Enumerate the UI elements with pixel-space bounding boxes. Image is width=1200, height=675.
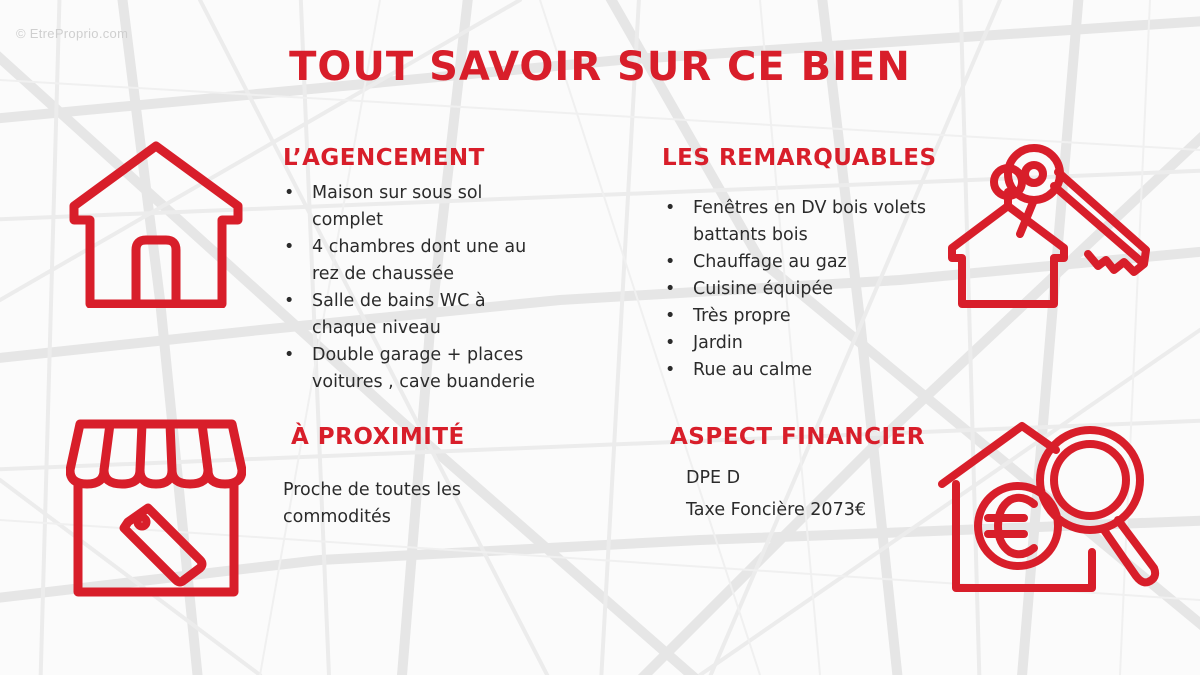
list-item: • Double garage + places voitures , cave buanderie — [282, 342, 552, 396]
house-keys-icon — [948, 142, 1154, 308]
list-item: • Jardin — [663, 330, 933, 357]
agencement-list — [282, 180, 552, 396]
house-euro-magnifier-icon — [938, 418, 1164, 598]
financier-heading: ASPECT FINANCIER — [670, 424, 925, 450]
house-icon — [66, 140, 246, 308]
list-item: • Cuisine équipée — [663, 276, 933, 303]
proximite-heading: À PROXIMITÉ — [291, 424, 465, 450]
list-item: • 4 chambres dont une au rez de chaussée — [282, 234, 552, 288]
remarquables-list — [663, 195, 933, 384]
taxe-fonciere-value: Taxe Foncière 2073€ — [686, 500, 866, 520]
list-item: • Salle de bains WC à chaque niveau — [282, 288, 552, 342]
dpe-value: DPE D — [686, 468, 741, 488]
watermark: © EtreProprio.com — [16, 26, 129, 41]
remarquables-heading: LES REMARQUABLES — [662, 145, 937, 171]
proximite-text: Proche de toutes les commodités — [283, 480, 461, 527]
list-item: • Très propre — [663, 303, 933, 330]
list-item: • Rue au calme — [663, 357, 933, 384]
list-item: • Fenêtres en DV bois volets battants bois — [663, 195, 933, 249]
list-item: • Maison sur sous sol complet — [282, 180, 552, 234]
shop-tag-icon — [66, 418, 246, 598]
list-item: • Chauffage au gaz — [663, 249, 933, 276]
page-title: TOUT SAVOIR SUR CE BIEN — [289, 44, 911, 90]
agencement-heading: L’AGENCEMENT — [283, 145, 485, 171]
